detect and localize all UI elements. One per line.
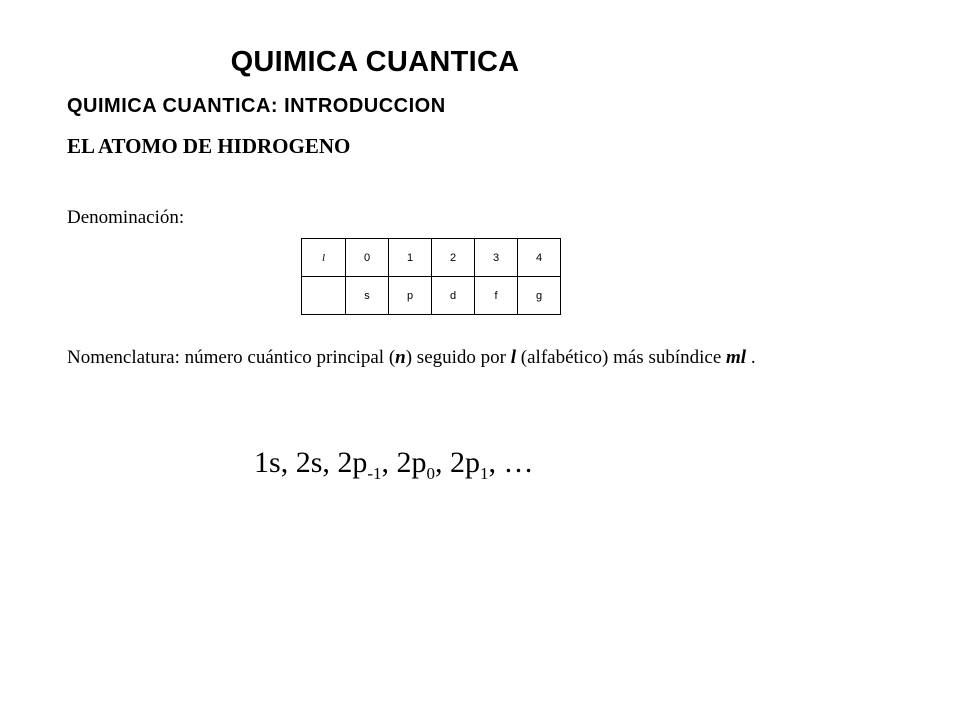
slide-subtitle: QUIMICA CUANTICA: INTRODUCCION: [67, 95, 446, 117]
denomination-table: [301, 238, 561, 315]
table-cell: p: [389, 277, 432, 315]
table-cell: [302, 277, 346, 315]
orbital-subscript: 0: [426, 464, 436, 483]
n-symbol: n: [395, 347, 406, 368]
orbital-examples: 1s, 2s, $2p_{-1}$, $2p_0$, $2p_1$, …: [254, 446, 534, 483]
table-cell: 3: [475, 239, 518, 277]
table-cell: g: [518, 277, 561, 315]
slide-title: QUIMICA CUANTICA: [230, 46, 520, 78]
nomenclatura-text: .: [746, 347, 756, 368]
orbital-subscript: -1: [367, 464, 382, 483]
orbital-label: 2s: [295, 446, 323, 479]
orbital-subscript: 1: [480, 464, 489, 483]
table-cell: 2: [432, 239, 475, 277]
orbital-label: 2p: [337, 446, 368, 479]
nomenclatura-paragraph: [67, 344, 827, 371]
section-heading: EL ATOMO DE HIDROGENO: [67, 134, 351, 158]
denominacion-label: Denominación:: [67, 207, 185, 228]
nomenclatura-text: Nomenclatura: número cuántico principal (: [67, 347, 396, 368]
table-cell: s: [346, 277, 389, 315]
table-row-letters: [302, 277, 561, 315]
nomenclatura-text: (alfabético) más subíndice: [516, 347, 727, 368]
ellipsis: …: [503, 446, 534, 479]
ml-symbol: ml: [726, 347, 747, 368]
table-cell: l: [302, 239, 346, 277]
orbital-label: 1s: [254, 446, 281, 479]
l-symbol: l: [510, 347, 517, 368]
table-cell: f: [475, 277, 518, 315]
table-cell: d: [432, 277, 475, 315]
table-cell: 4: [518, 239, 561, 277]
table-row-l-values: [302, 239, 561, 277]
orbital-label: 2p: [450, 446, 481, 479]
nomenclatura-text: ) seguido por: [405, 347, 511, 368]
table-cell: 0: [346, 239, 389, 277]
orbital-label: 2p: [396, 446, 427, 479]
table-cell: 1: [389, 239, 432, 277]
